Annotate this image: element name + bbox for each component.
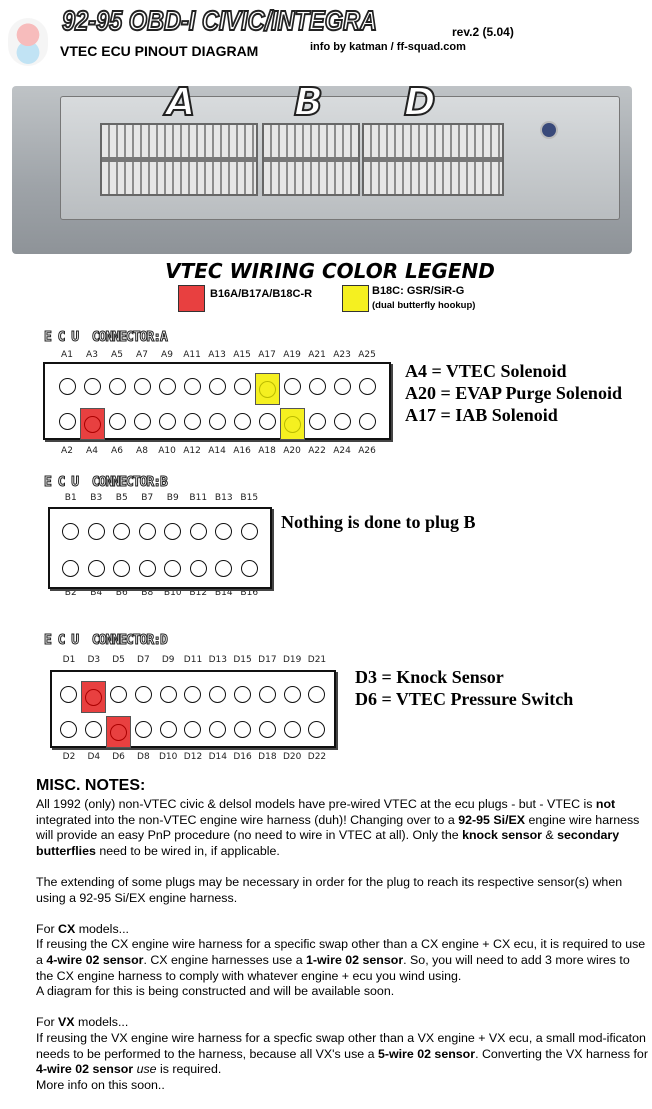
pin-label: D10 [158,752,178,762]
pin-label: D7 [137,655,150,665]
legend-yellow-swatch [342,285,369,312]
pin-hole-icon [85,721,102,738]
pin-label: B3 [90,493,103,503]
note-text: integrated into the non-VTEC engine wire harness (duh)! Changing over to a [36,812,459,827]
note-paragraph [36,922,648,1000]
pin-b13 [211,519,237,545]
pin-label: D15 [233,655,252,665]
pin-d18 [255,716,280,742]
connector-d-note: D6 = VTEC Pressure Switch [355,689,574,709]
pin-b5 [109,519,135,545]
pin-a6 [105,408,130,434]
pin-b11 [186,519,212,545]
note-paragraph [36,1015,648,1093]
connector-d-bottom-pin-labels [57,752,330,762]
connector-a-pin-row [55,373,380,405]
pin-label: A17 [258,350,276,360]
pin-label: B13 [214,493,233,503]
pin-label: D16 [233,752,252,762]
pin-hole-icon [109,413,126,430]
pin-hole-icon [334,413,351,430]
connector-a-note: A17 = IAB Solenoid [405,405,558,425]
pin-label: D14 [208,752,227,762]
note-text: The extending of some plugs may be necessary in order for the plug to reach its respective sensor(s) when using a 92-95 Si/EX engine harness. [36,874,623,905]
note-text: For [36,1015,59,1030]
pin-hole-icon [88,560,105,577]
revision-label: rev.2 (5.04) [452,25,514,39]
pin-label: D3 [87,655,101,665]
pin-hole-icon [84,416,101,433]
pin-hole-icon [139,523,156,540]
note-emphasis: VX [58,1015,75,1030]
pin-d7 [131,681,156,707]
connector-b-socket [262,123,360,196]
pin-hole-icon [109,378,126,395]
pin-label: A7 [136,350,148,360]
pin-hole-icon [190,560,207,577]
note-emphasis: CX [58,921,76,936]
pin-hole-icon [160,721,177,738]
pin-d21 [305,681,330,707]
pin-label: D22 [307,752,327,762]
pin-label: B1 [64,493,77,503]
misc-notes-heading: MISC. NOTES: [36,777,146,794]
pin-hole-icon [184,413,201,430]
note-emphasis: secondary butterflies [36,828,620,858]
note-text: . Converting the VX harness for [475,1046,648,1061]
pin-hole-icon [241,523,258,540]
pin-hole-icon [110,724,127,741]
connector-b-diagram [48,507,272,589]
pin-b15 [237,519,263,545]
note-text: need to be wired in, if applicable. [95,843,280,858]
pin-label: D11 [183,655,203,665]
pin-hole-icon [309,413,326,430]
note-text: More info on this soon.. [36,1077,165,1092]
connector-d-diagram [50,670,336,748]
pin-label: A22 [308,446,326,456]
note-text: For [36,921,59,936]
page-title: 92-95 OBD-I CIVIC/INTEGRA [62,5,377,36]
pin-label: A4 [86,446,98,456]
pin-label: A19 [283,350,301,360]
note-text: & [541,828,558,843]
pin-b7 [135,519,161,545]
pin-a12 [180,408,205,434]
connector-b-bottom-pin-labels [58,588,262,598]
pin-b8 [135,556,161,582]
pin-d2 [57,716,82,742]
note-line [36,797,648,859]
pin-a21 [305,373,330,399]
pin-label: A26 [358,446,376,456]
pin-hole-icon [134,413,151,430]
note-line [36,875,648,906]
connector-a-diagram [43,362,391,440]
pin-hole-icon [62,523,79,540]
pin-a15 [230,373,255,399]
connector-a-bottom-pin-labels [55,446,380,456]
legend-title: VTEC WIRING COLOR LEGEND [165,259,495,283]
pin-hole-icon [139,560,156,577]
pin-label: D8 [137,752,150,762]
pin-hole-icon [60,721,77,738]
note-text: models... [74,1015,129,1030]
pin-b2 [58,556,84,582]
connector-d-pin-row [57,681,330,713]
pin-label: D20 [282,752,302,762]
pin-hole-icon [184,378,201,395]
connector-a-note: A4 = VTEC Solenoid [405,361,567,381]
pin-a8 [130,408,155,434]
legend-yellow-note: (dual butterfly hookup) [372,300,476,311]
connector-a-title: E C U CONNECTOR:A [44,330,167,345]
photo-letter-a: A [166,80,196,124]
pin-hole-icon [113,560,130,577]
pin-hole-icon [110,686,127,703]
pin-label: A15 [233,350,251,360]
pin-hole-icon [359,378,376,395]
pin-hole-icon [59,378,76,395]
pin-a4 [80,408,105,440]
pin-a11 [180,373,205,399]
connector-a-top-pin-labels [55,350,380,360]
note-line [36,922,648,938]
pin-label: A3 [86,350,98,360]
pin-hole-icon [190,523,207,540]
pin-hole-icon [164,523,181,540]
pin-a20 [280,408,305,440]
pin-a17 [255,373,280,405]
pin-hole-icon [309,378,326,395]
pin-a9 [155,373,180,399]
note-line [36,984,648,1000]
pin-label: A25 [358,350,376,360]
pin-hole-icon [284,721,301,738]
pin-hole-icon [134,378,151,395]
pin-a10 [155,408,180,434]
pin-label: B2 [64,588,77,598]
pin-label: D19 [282,655,302,665]
pin-d11 [181,681,206,707]
pin-label: B12 [189,588,208,598]
pin-label: B6 [115,588,128,598]
site-logo [8,18,48,66]
pin-hole-icon [209,378,226,395]
pin-label: B15 [240,493,259,503]
photo-letter-d: D [404,80,436,124]
note-emphasis: 4-wire 02 sensor [36,1062,134,1077]
pin-a2 [55,408,80,434]
pin-hole-icon [164,560,181,577]
pin-d17 [255,681,280,707]
misc-notes [36,797,648,1109]
pin-a18 [255,408,280,434]
note-emphasis: 4-wire 02 sensor [46,952,144,967]
pin-hole-icon [215,560,232,577]
note-text: If reusing the VX engine wire harness for a specfic swap other than a VX engine + VX ecu, a small mod-ificaton needs to be performed to the harness, because all VX's use a [36,1030,646,1061]
note-text: engine wire harness will provide an easy PnP procedure (no need to wire in VTEC at all). Only the [36,812,640,843]
pin-hole-icon [234,721,251,738]
pin-d8 [131,716,156,742]
connector-b-note: Nothing is done to plug B [281,512,476,532]
pin-d22 [305,716,330,742]
pin-a1 [55,373,80,399]
pin-label: D13 [208,655,227,665]
pin-label: A16 [233,446,251,456]
pin-d19 [280,681,305,707]
pin-a7 [130,373,155,399]
pin-d9 [156,681,181,707]
pin-label: A23 [333,350,351,360]
connector-a-note: A20 = EVAP Purge Solenoid [405,383,622,403]
pin-hole-icon [84,378,101,395]
legend-red-swatch [178,285,205,312]
pin-d16 [230,716,255,742]
pin-d5 [106,681,131,707]
pin-label: A10 [158,446,176,456]
connector-b-pin-row [58,519,262,545]
pin-hole-icon [135,721,152,738]
note-text: . CX engine harnesses use a [143,952,307,967]
pin-hole-icon [135,686,152,703]
pin-b12 [186,556,212,582]
legend-red-label: B16A/B17A/B18C-R [210,288,313,300]
pin-hole-icon [259,381,276,398]
pin-hole-icon [259,686,276,703]
pin-d15 [230,681,255,707]
pin-hole-icon [62,560,79,577]
pin-hole-icon [334,378,351,395]
pin-label: A11 [183,350,201,360]
pin-hole-icon [59,413,76,430]
pin-a19 [280,373,305,399]
pin-d4 [81,716,106,742]
pin-b1 [58,519,84,545]
note-text: use [133,1062,157,1077]
note-text: models... [75,921,129,936]
pin-b16 [237,556,263,582]
screw-icon [540,121,558,139]
pin-d14 [205,716,230,742]
pin-label: B11 [189,493,208,503]
note-text: All 1992 (only) non-VTEC civic & delsol models have pre-wired VTEC at the ecu plugs - but - VTEC is [36,797,596,811]
pin-hole-icon [88,523,105,540]
note-paragraph [36,797,648,859]
pin-label: D9 [161,655,175,665]
pin-label: A24 [333,446,351,456]
pin-a14 [205,408,230,434]
pin-d12 [181,716,206,742]
pin-hole-icon [60,686,77,703]
note-emphasis: 5-wire 02 sensor [377,1046,476,1061]
pin-label: B8 [141,588,154,598]
connector-d-top-pin-labels [57,655,330,665]
pin-label: D5 [112,655,125,665]
pin-hole-icon [113,523,130,540]
connector-a-socket [100,123,258,196]
photo-letter-b: B [294,80,323,124]
pin-label: B16 [240,588,259,598]
pin-d6 [106,716,131,748]
pin-d13 [205,681,230,707]
pin-b14 [211,556,237,582]
pin-label: D17 [258,655,277,665]
pin-hole-icon [259,721,276,738]
connector-b-top-pin-labels [58,493,262,503]
pin-label: D12 [183,752,203,762]
pin-a25 [355,373,380,399]
pin-b10 [160,556,186,582]
pin-hole-icon [241,560,258,577]
note-line [36,937,648,984]
note-emphasis: 92-95 Si/EX [458,812,526,827]
pin-label: A12 [183,446,201,456]
pin-hole-icon [160,686,177,703]
pin-label: D6 [112,752,125,762]
pin-d10 [156,716,181,742]
pin-hole-icon [209,686,226,703]
pin-a23 [330,373,355,399]
connector-a-pin-row [55,408,380,440]
credit-text: info by katman / ff-squad.com [310,41,466,53]
pin-label: A18 [258,446,276,456]
note-emphasis: not [595,797,616,811]
note-text: is required. [156,1062,222,1077]
pin-d1 [57,681,82,707]
pin-hole-icon [308,686,325,703]
pin-label: A9 [161,350,173,360]
pin-a13 [205,373,230,399]
pin-label: D2 [62,752,76,762]
pin-a26 [355,408,380,434]
pin-a3 [80,373,105,399]
pin-b4 [84,556,110,582]
pin-a16 [230,408,255,434]
pin-hole-icon [234,686,251,703]
pin-hole-icon [184,686,201,703]
pin-b3 [84,519,110,545]
pin-hole-icon [184,721,201,738]
pin-a5 [105,373,130,399]
pin-hole-icon [284,416,301,433]
pin-a22 [305,408,330,434]
pin-label: D1 [62,655,76,665]
pin-label: A6 [111,446,123,456]
pin-label: B10 [163,588,182,598]
pin-hole-icon [85,689,102,706]
pin-hole-icon [259,413,276,430]
pin-hole-icon [215,523,232,540]
pin-hole-icon [284,686,301,703]
pin-label: A14 [208,446,226,456]
pin-label: A1 [61,350,73,360]
pin-hole-icon [308,721,325,738]
pin-hole-icon [159,413,176,430]
pin-label: A8 [136,446,148,456]
note-paragraph [36,875,648,906]
pin-label: B9 [166,493,179,503]
pin-hole-icon [209,413,226,430]
pin-a24 [330,408,355,434]
note-line [36,1031,648,1078]
connector-d-note: D3 = Knock Sensor [355,667,504,687]
note-line [36,1078,648,1094]
pin-d3 [81,681,106,713]
pin-label: B7 [141,493,154,503]
pin-label: B4 [90,588,103,598]
connector-b-title: E C U CONNECTOR:B [44,475,167,490]
pin-label: D18 [258,752,277,762]
pin-hole-icon [234,413,251,430]
pin-hole-icon [159,378,176,395]
pin-b6 [109,556,135,582]
pin-hole-icon [234,378,251,395]
note-text: . So, you will need to add 3 more wires to the CX engine harness to comply with whatever engine + ecu you wind using. [36,952,630,983]
pin-label: B14 [214,588,233,598]
pin-label: A13 [208,350,226,360]
pin-label: A5 [111,350,123,360]
connector-b-pin-row [58,556,262,582]
pin-label: A21 [308,350,326,360]
legend-yellow-label: B18C: GSR/SiR-G [372,285,465,297]
note-text: A diagram for this is being constructed and will be available soon. [36,984,395,999]
pin-label: A20 [283,446,301,456]
page-subtitle: VTEC ECU PINOUT DIAGRAM [60,43,259,59]
pin-d20 [280,716,305,742]
note-emphasis: knock sensor [462,828,542,843]
pin-hole-icon [209,721,226,738]
pin-label: D21 [307,655,327,665]
pin-hole-icon [359,413,376,430]
pin-label: B5 [115,493,128,503]
pin-label: D4 [87,752,101,762]
pin-hole-icon [284,378,301,395]
pin-label: A2 [61,446,73,456]
note-line [36,1015,648,1031]
connector-d-socket [362,123,504,196]
note-text: If reusing the CX engine wire harness for a specific swap other than a CX engine + CX ecu, it is required to use a [36,937,646,967]
connector-d-pin-row [57,716,330,748]
connector-d-title: E C U CONNECTOR:D [44,633,167,648]
pin-b9 [160,519,186,545]
note-emphasis: 1-wire 02 sensor [306,952,404,967]
